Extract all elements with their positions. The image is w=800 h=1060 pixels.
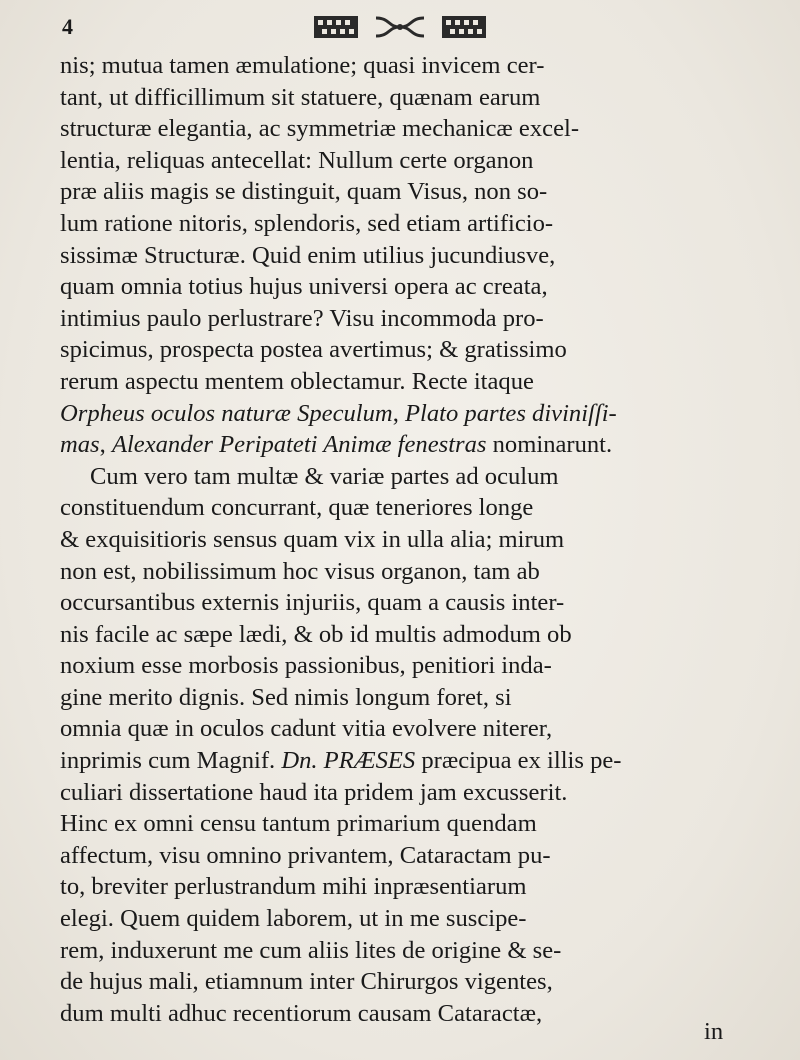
printers-ornament-icon <box>310 12 490 42</box>
text-line <box>60 271 760 303</box>
text-span: rerum aspectu mentem oblectamur. Recte itaque <box>60 367 534 395</box>
text-span: non est, nobilissimum hoc visus organon, tam ab <box>60 557 540 585</box>
text-span: de hujus mali, etiamnum inter Chirurgos vigentes, <box>60 968 553 996</box>
text-line <box>60 587 760 619</box>
italic-text: Orpheus oculos naturæ Speculum <box>60 399 393 427</box>
text-span: constituendum concurrant, quæ teneriores longe <box>60 494 534 522</box>
italic-text: Alexander Peripateti Animæ fenestras <box>111 431 487 459</box>
text-span: rem, induxerunt me cum aliis lites de origine & se- <box>60 936 562 964</box>
italic-text: Plato partes diviniſſi- <box>404 399 617 427</box>
text-line <box>60 998 760 1030</box>
text-span: præcipua ex illis pe- <box>415 747 622 775</box>
text-span: intimius paulo perlustrare? Visu incommoda pro- <box>60 304 544 332</box>
text-line <box>60 82 760 114</box>
page-header <box>0 10 800 46</box>
text-span: lum ratione nitoris, splendoris, sed etiam artificio- <box>60 209 554 237</box>
text-line <box>60 240 760 272</box>
text-span: occursantibus externis injuriis, quam a causis inter- <box>60 589 565 617</box>
text-line <box>60 840 760 872</box>
text-line <box>60 650 760 682</box>
text-line <box>60 492 760 524</box>
text-line <box>60 524 760 556</box>
italic-text: mas <box>60 431 100 459</box>
text-span: nis; mutua tamen æmulatione; quasi invicem cer- <box>60 52 545 79</box>
text-span: omnia quæ in oculos cadunt vitia evolvere niterer, <box>60 715 553 743</box>
text-line <box>60 176 760 208</box>
text-span: nominarunt. <box>486 431 613 459</box>
text-line <box>60 935 760 967</box>
text-line <box>60 713 760 745</box>
text-span: to, breviter perlustrandum mihi inpræsentiarum <box>60 873 527 901</box>
text-span: quam omnia totius hujus universi opera ac creata, <box>60 273 548 301</box>
text-line <box>60 966 760 998</box>
text-span: nis facile ac sæpe lædi, & ob id multis admodum ob <box>60 620 572 648</box>
text-line <box>60 303 760 335</box>
text-line <box>60 461 760 493</box>
text-span: noxium esse morbosis passionibus, penitiori inda- <box>60 652 552 680</box>
page-number: 4 <box>62 14 73 39</box>
body-text <box>60 50 760 1029</box>
text-span: structuræ elegantia, ac symmetriæ mechanicæ excel- <box>60 115 580 143</box>
text-line <box>60 208 760 240</box>
text-line <box>60 398 760 430</box>
text-line <box>60 682 760 714</box>
italic-text: Dn. PRÆSES <box>281 747 416 775</box>
text-span: gine merito dignis. Sed nimis longum foret, si <box>60 683 512 711</box>
text-span: & exquisitioris sensus quam vix in ulla alia; mirum <box>60 525 565 553</box>
text-span: dum multi adhuc recentiorum causam Cataractæ, <box>60 999 543 1027</box>
text-span: , <box>392 399 405 427</box>
text-line <box>60 113 760 145</box>
text-span: spicimus, prospecta postea avertimus; & gratissimo <box>60 336 567 364</box>
text-line <box>60 808 760 840</box>
text-span: elegi. Quem quidem laborem, ut in me suscipe- <box>60 905 527 933</box>
text-span: tant, ut difficillimum sit statuere, quænam earum <box>60 83 541 111</box>
text-line <box>60 50 760 82</box>
text-line <box>60 903 760 935</box>
text-span: lentia, reliquas antecellat: Nullum certe organon <box>60 146 534 174</box>
text-line <box>60 556 760 588</box>
text-span: inprimis cum Magnif. <box>60 747 282 775</box>
text-span: Cum vero tam multæ & variæ partes ad oculum <box>90 462 559 490</box>
text-span: sissimæ Structuræ. Quid enim utilius jucundiusve, <box>60 241 556 269</box>
text-line <box>60 777 760 809</box>
catchword: in <box>704 1018 724 1045</box>
text-line <box>60 429 760 461</box>
text-line <box>60 366 760 398</box>
text-span: præ aliis magis se distinguit, quam Visus, non so- <box>60 178 548 206</box>
text-line <box>60 334 760 366</box>
text-span: culiari dissertatione haud ita pridem jam excusserit. <box>60 778 568 806</box>
text-span: affectum, visu omnino privantem, Cataractam pu- <box>60 841 551 869</box>
text-line <box>60 619 760 651</box>
text-span: , <box>99 431 112 459</box>
text-line <box>60 871 760 903</box>
text-line <box>60 145 760 177</box>
text-line <box>60 745 760 777</box>
text-span: Hinc ex omni censu tantum primarium quendam <box>60 810 537 838</box>
